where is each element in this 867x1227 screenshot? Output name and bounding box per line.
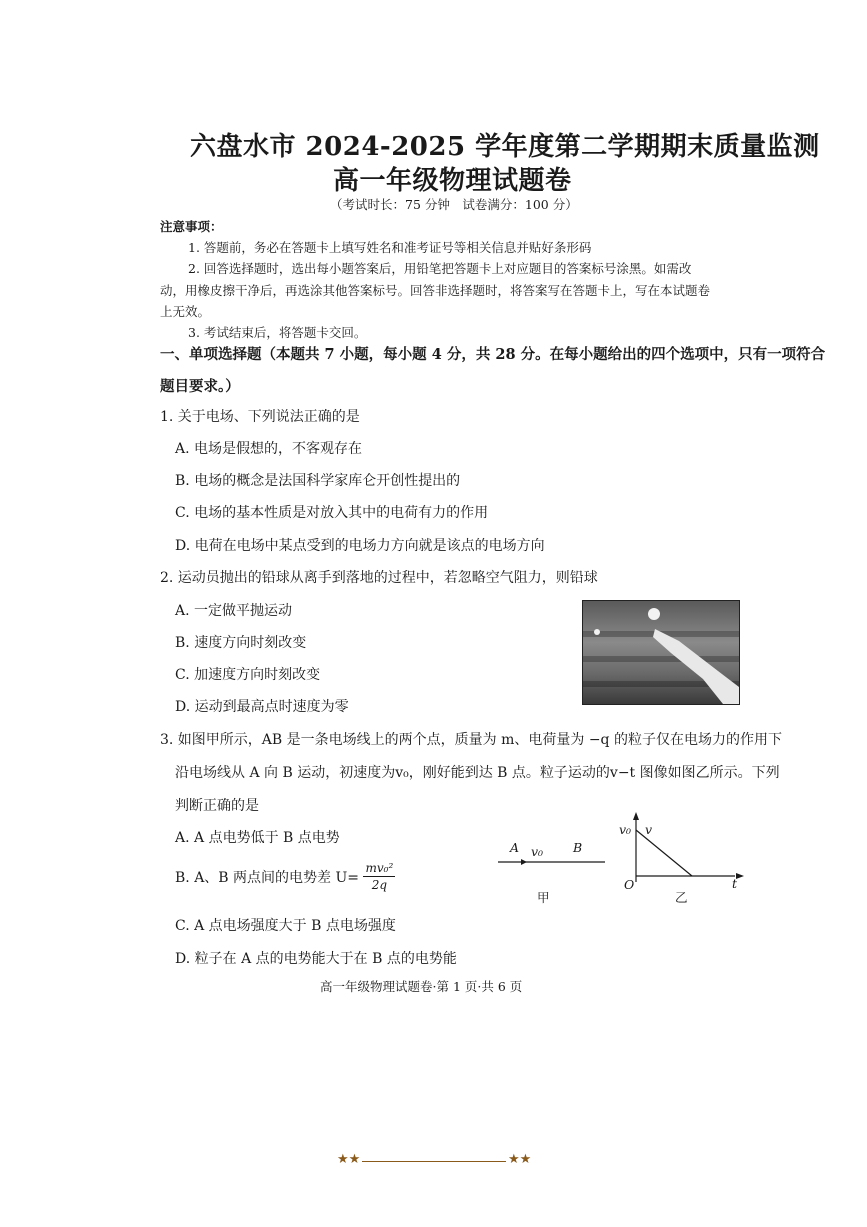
arrow-head	[521, 859, 527, 865]
y-axis-arrow	[630, 812, 642, 826]
q3-option-c: C. A 点电场强度大于 B 点电场强度	[175, 918, 396, 934]
q3-option-d: D. 粒子在 A 点的电势能大于在 B 点的电势能	[175, 951, 457, 967]
fig-yi-caption: 乙	[675, 890, 688, 905]
notes-item-2a: 2. 回答选择题时，选出每小题答案后，用铅笔把答题卡上对应题目的答案标号涂黑。如需改	[188, 261, 692, 276]
q3-option-a: A. A 点电势低于 B 点电势	[175, 830, 340, 846]
q2-option-c: C. 加速度方向时刻改变	[175, 667, 321, 683]
q2-option-d: D. 运动到最高点时速度为零	[175, 699, 349, 715]
notes-item-2b: 动，用橡皮擦干净后，再选涂其他答案标号。回答非选择题时，将答案写在答题卡上，写在本试题卷	[160, 283, 711, 298]
q3-stem-line3: 判断正确的是	[175, 798, 259, 814]
q2-option-b: B. 速度方向时刻改变	[175, 635, 307, 651]
fig-jia-caption: 甲	[537, 890, 550, 905]
q3-stem-line2: 沿电场线从 A 向 B 运动，初速度为v₀，刚好能到达 B 点。粒子运动的v−t 图像如图乙所示。下列	[175, 765, 780, 781]
fraction-denominator: 2q	[371, 878, 388, 892]
notes-heading: 注意事项：	[160, 219, 223, 234]
notes-item-3: 3. 考试结束后，将答题卡交回。	[188, 325, 367, 340]
q1-option-c: C. 电场的基本性质是对放入其中的电荷有力的作用	[175, 505, 489, 521]
footer-stars-left: ★★	[337, 1152, 361, 1167]
footer-stars-right: ★★	[508, 1152, 532, 1167]
q2-stem: 2. 运动员抛出的铅球从离手到落地的过程中，若忽略空气阻力，则铅球	[160, 570, 598, 586]
shot-put-photo	[582, 600, 740, 705]
fig-yi-label-v0: v₀	[619, 822, 632, 837]
q3-option-b-fraction	[363, 860, 395, 893]
page-title-line2: 高一年级物理试题卷	[333, 166, 572, 196]
q3-option-b	[175, 860, 395, 893]
section-heading-line1: 一、单项选择题（本题共 7 小题，每小题 4 分，共 28 分。在每小题给出的四个选项中，只有一项符合	[160, 346, 826, 363]
fig-jia-label-b: B	[573, 840, 583, 855]
q2-option-a: A. 一定做平抛运动	[175, 603, 293, 619]
page-title-line1: 六盘水市 2024-2025 学年度第二学期期末质量监测	[190, 132, 820, 162]
q3-option-b-text: B. A、B 两点间的电势差 U=	[175, 869, 360, 886]
fig-yi-label-t: t	[732, 876, 738, 891]
q3-stem-line1: 3. 如图甲所示，AB 是一条电场线上的两个点，质量为 m、电荷量为 −q 的粒子仅在电场力的作用下	[160, 732, 782, 748]
fig-jia-label-a: A	[510, 840, 520, 855]
exam-info: （考试时长：75 分钟 试卷满分：100 分）	[330, 197, 578, 212]
section-heading-line2: 题目要求。）	[160, 378, 240, 395]
fraction-numerator: mv₀²	[365, 861, 394, 875]
q1-stem: 1. 关于电场、下列说法正确的是	[160, 409, 360, 425]
q1-option-b: B. 电场的概念是法国科学家库仑开创性提出的	[175, 473, 461, 489]
q1-option-d: D. 电荷在电场中某点受到的电场力方向就是该点的电场方向	[175, 538, 545, 554]
fig-jia-label-v0: v₀	[531, 844, 544, 859]
notes-item-1: 1. 答题前，务必在答题卡上填写姓名和准考证号等相关信息并贴好条形码	[188, 240, 592, 255]
fig-yi-label-v: v	[645, 822, 653, 837]
page-footer-info: 高一年级物理试题卷·第 1 页·共 6 页	[320, 979, 523, 994]
figure-yi-vt-graph	[620, 820, 740, 885]
footer-divider	[362, 1161, 506, 1162]
fig-yi-label-o: O	[624, 877, 635, 892]
q1-option-a: A. 电场是假想的，不客观存在	[175, 441, 363, 457]
notes-item-2c: 上无效。	[160, 304, 211, 319]
